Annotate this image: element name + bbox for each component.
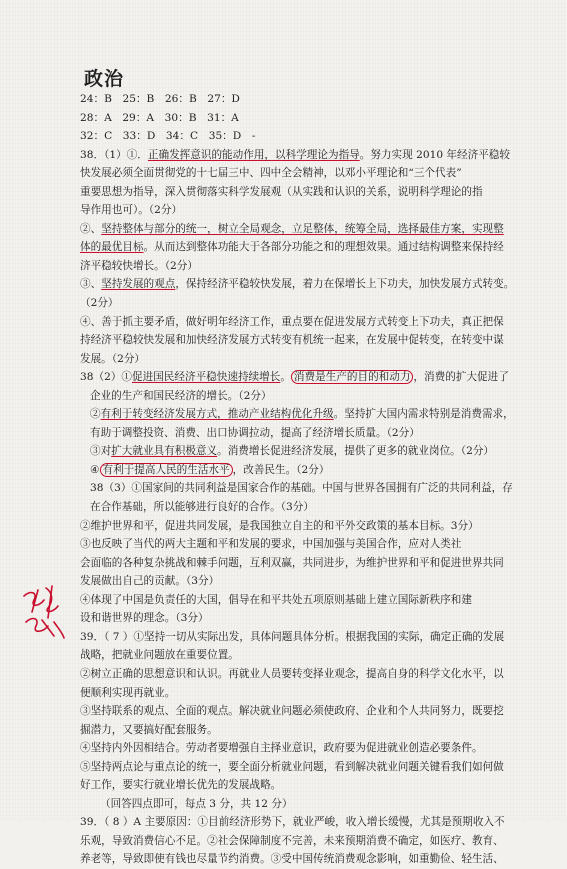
text-line: 好工作，要实行就业增长优先的发展战略。 (80, 779, 282, 792)
text-line: 重要思想为指导，深入贯彻落实科学发展观（从实践和认识的关系，说明科学理论的指 (80, 185, 483, 198)
q39-7-point-3-line: ③坚持联系的观点、全面的观点。解决就业问题必须使政府、企业和个人共同努力，既要挖 (80, 705, 504, 718)
q38-1-point-1-line: 38．（1）①．正确发挥意识的能动作用，以科学理论为指导。努力实现 2010 年经济平稳较 (80, 148, 510, 161)
text-line: 体的最优目标。从而达到整体功能大于各部分功能之和的理想效果。通过结构调整来保持经 (80, 241, 504, 254)
q39-7-point-5-line: ⑤坚持两点论与重点论的统一，要全面分析就业问题，看到解决就业问题关键看我们如何做 (80, 760, 504, 773)
q38-2-point-2-line: ②有利于转变经济发展方式，推动产业结构优化升级。坚持扩大国内需求特别是消费需求， (90, 408, 514, 421)
text-line: 养老等，导致即使有钱也尽量节约消费。③受中国传统消费观念影响，如重勤俭、轻生活、 (80, 853, 504, 866)
text-line: 战略，把就业问题放在重要位置。 (80, 649, 239, 662)
scoring-note: （回答四点即可，每点 3 分，共 12 分） (100, 797, 293, 810)
q38-2-point-1-line: 38（2）①促进国民经济平稳快速持续增长。 消费是生产的目的和动力 ，消费的扩大促进了 (80, 371, 509, 384)
q38-3-point-1-line: 38（3）①国家间的共同利益是国家合作的基础。中国与世界各国拥有广泛的共同利益，存 (90, 482, 513, 495)
q39-7-point-2-line: ②树立正确的思想意识和认识。再就业人员要转变择业观念，提高自身的科学文化水平，以 (80, 667, 504, 680)
handwritten-mark-icon (18, 582, 68, 642)
text-line: 便顺利实现再就业。 (80, 686, 176, 699)
q39-8-point-1-line: 39．（ 8 ）A 主要原因：①目前经济形势下，就业严峻，收入增长缓慢，尤其是预期收入不 (80, 816, 505, 829)
q38-1-point-4-line: ④、善于抓主要矛盾，做好明年经济工作，重点要在促进发展方式转变上下功夫，真正把保 (80, 315, 504, 328)
text-line: 导作用也可）。（2分） (80, 204, 183, 217)
q38-2-point-3-line: ③对扩大就业具有积极意义。消费增长促进经济发展，提供了更多的就业岗位。（2分） (90, 445, 495, 458)
answer-content (80, 90, 554, 869)
text-line: 持经济平稳较快发展和加快经济发展方式转变有机统一起来，在发展中促转变，在转变中谋 (80, 334, 504, 347)
text-line: （2分） (80, 297, 119, 310)
q38-3-point-2-line: ②维护世界和平，促进共同发展，是我国独立自主的和平外交政策的基本目标。3分） (80, 519, 479, 532)
text-line: 发展做出自己的贡献。（3分） (80, 575, 220, 588)
text-line: 发展。（2分） (80, 352, 146, 365)
q38-3-point-4-line: ④体现了中国是负责任的大国，倡导在和平共处五项原则基础上建立国际新秩序和建 (80, 593, 472, 606)
q38-1-point-2-line: ②、坚持整体与部分的统一，树立全局观念，立足整体，统筹全局，选择最佳方案，实现整 (80, 222, 504, 235)
text-line: 设和谐世界的理念。（3分） (80, 612, 209, 625)
q39-7-point-4-line: ④坚持内外因相结合。劳动者要增强自主择业意识，政府要为促进就业创造必要条件。 (80, 742, 483, 755)
text-line: 掘潜力，又要搞好配套服务。 (80, 723, 218, 736)
text-line: 快发展必须全面贯彻党的十七届三中、四中全会精神，以邓小平理论和“三个代表” (80, 167, 462, 180)
mc-answers-row-2: 28：A 29：A 30：B 31：A (80, 111, 239, 124)
text-line: 企业的生产和国民经济的增长。（2分） (90, 389, 272, 402)
q38-1-point-3-line: ③、坚持发展的观点，保持经济平稳较快发展，着力在保增长上下功夫，加快发展方式转变。 (80, 278, 515, 291)
text-line: 乐观，导致消费信心不足。②社会保障制度不完善，未来预期消费不确定，如医疗、教育、 (80, 834, 504, 847)
mc-answers-row-1: 24：B 25：B 26：B 27：D (80, 93, 240, 105)
text-line: 济平稳较快增长。（2分） (80, 259, 198, 272)
text-line: 在合作基础，所以能够进行良好的合作。（3分） (90, 501, 314, 514)
text-line: 会面临的各种复杂挑战和棘手问题，互利双赢，共同进步，为维护世界和平和促进世界共同 (80, 556, 504, 569)
q38-2-point-4-line: ④ 有利于提高人民的生活水平 ，改善民生。（2分） (90, 463, 330, 476)
page-title: 政治 (84, 68, 125, 90)
mc-answers-row-3: 32：C 33：D 34：C 35：D - (80, 130, 256, 143)
text-line: 有助于调整投资、消费、出口协调拉动，提高了经济增长质量。（2分） (90, 426, 420, 439)
q38-3-point-3-line: ③也反映了当代的两大主题和平和发展的要求，中国加强与美国合作，应对人类社 (80, 538, 462, 551)
q39-7-point-1-line: 39．（ 7 ）①坚持一切从实际出发，具体问题具体分析。根据我国的实际，确定正确的发展 (80, 630, 505, 643)
